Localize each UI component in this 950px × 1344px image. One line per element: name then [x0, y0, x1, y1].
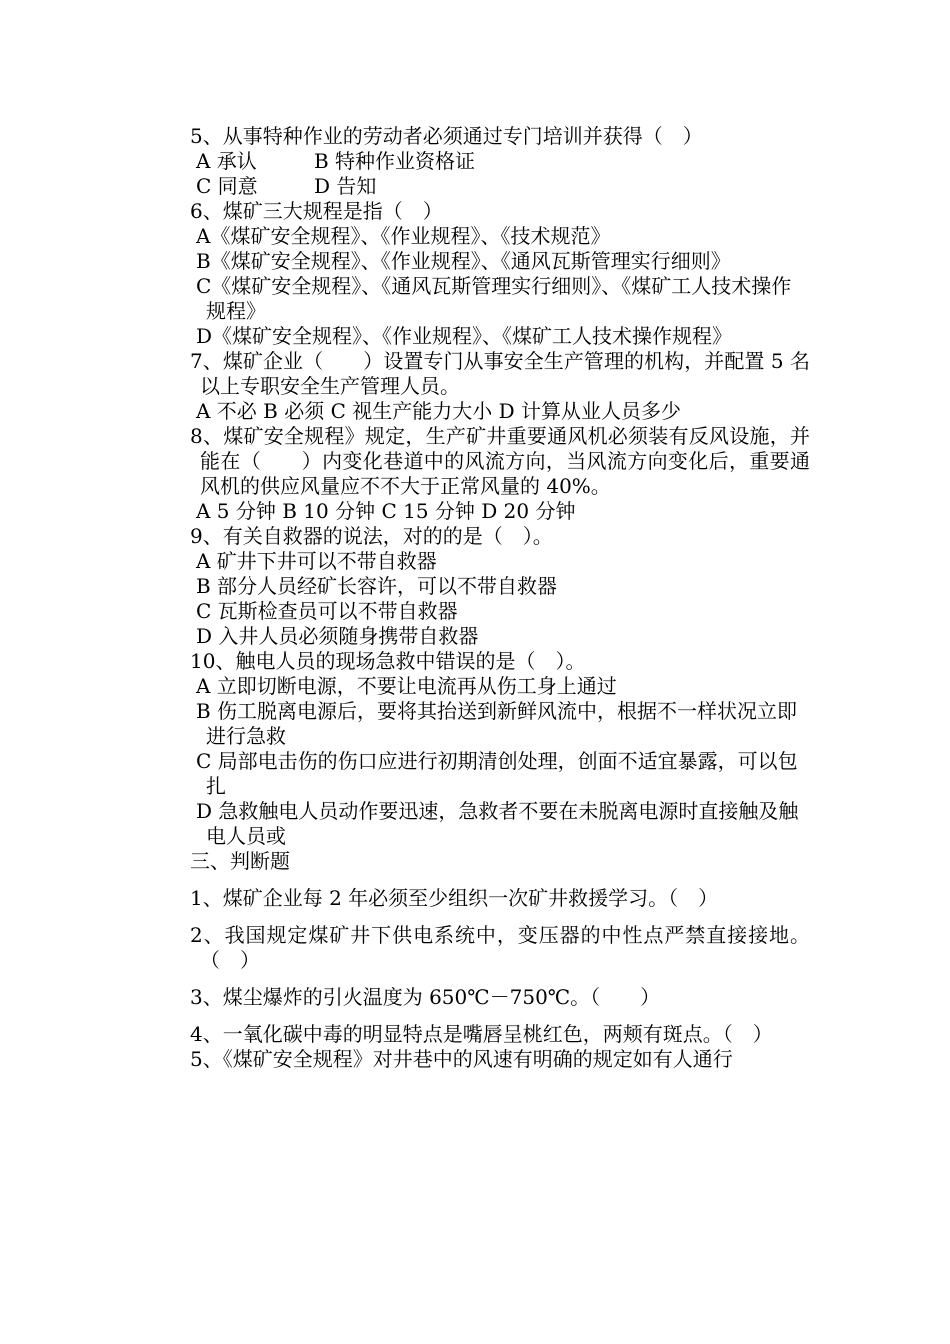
question-7-stem: 7、煤矿企业（ ）设置专门从事安全生产管理的机构，并配置 5 名以上专职安全生产管理人员。	[190, 349, 810, 398]
question-9-stem: 9、有关自救器的说法，对的的是（ ）。	[190, 524, 553, 548]
tf-question-3: 3、煤尘爆炸的引火温度为 650℃－750℃。（ ）	[190, 985, 661, 1009]
tf-question-4: 4、一氧化碳中毒的明显特点是嘴唇呈桃红色，两颊有斑点。（ ）	[190, 1022, 773, 1046]
question-10-option-a: A 立即切断电源，不要让电流再从伤工身上通过	[196, 674, 617, 698]
question-10-option-d: D 急救触电人员动作要迅速，急救者不要在未脱离电源时直接触及触电人员或	[196, 799, 799, 848]
question-6-option-d: D《煤矿安全规程》、《作业规程》、《煤矿工人技术操作规程》	[196, 324, 733, 348]
question-9-option-c: C 瓦斯检查员可以不带自救器	[196, 599, 458, 623]
document-page	[190, 124, 810, 1072]
option-c: C 同意	[196, 174, 258, 198]
question-6-stem: 6、煤矿三大规程是指（ ）	[190, 199, 443, 223]
question-9-option-d: D 入井人员必须随身携带自救器	[196, 624, 479, 648]
question-9-option-a: A 矿井下井可以不带自救器	[196, 549, 437, 573]
tf-question-1: 1、煤矿企业每 2 年必须至少组织一次矿井救援学习。（ ）	[190, 886, 719, 910]
question-8-stem: 8、煤矿安全规程》规定，生产矿井重要通风机必须装有反风设施，并能在（ ）内变化巷道中的风流方向，当风流方向变化后，重要通风机的供应风量应不不大于正常风量的 40%。	[190, 424, 810, 498]
question-6-option-b: B《煤矿安全规程》、《作业规程》、《通风瓦斯管理实行细则》	[196, 249, 731, 273]
question-8-options: A 5 分钟 B 10 分钟 C 15 分钟 D 20 分钟	[196, 499, 576, 523]
option-d: D 告知	[314, 174, 377, 198]
question-10-stem: 10、触电人员的现场急救中错误的是（ ）。	[190, 649, 586, 673]
tf-question-5: 5、《煤矿安全规程》对井巷中的风速有明确的规定如有人通行	[190, 1047, 733, 1071]
question-5-options-row1	[190, 149, 810, 174]
option-a: A 承认	[196, 149, 257, 173]
question-6-option-a: A《煤矿安全规程》、《作业规程》、《技术规范》	[196, 224, 611, 248]
question-9-option-b: B 部分人员经矿长容许，可以不带自救器	[196, 574, 558, 598]
option-b: B 特种作业资格证	[314, 149, 476, 173]
question-5-options-row2	[190, 174, 810, 199]
section-title: 三、判断题	[190, 849, 290, 873]
question-6-option-c: C《煤矿安全规程》、《通风瓦斯管理实行细则》、《煤矿工人技术操作规程》	[196, 274, 792, 323]
question-10-option-b: B 伤工脱离电源后，要将其抬送到新鲜风流中，根据不一样状况立即进行急救	[196, 699, 798, 748]
question-7-options: A 不必 B 必须 C 视生产能力大小 D 计算从业人员多少	[196, 399, 681, 423]
question-5-stem: 5、从事特种作业的劳动者必须通过专门培训并获得（ ）	[190, 124, 703, 148]
question-10-option-c: C 局部电击伤的伤口应进行初期清创处理，创面不适宜暴露，可以包扎	[196, 749, 798, 798]
tf-question-2: 2、我国规定煤矿井下供电系统中，变压器的中性点严禁直接接地。（ ）	[190, 923, 810, 972]
